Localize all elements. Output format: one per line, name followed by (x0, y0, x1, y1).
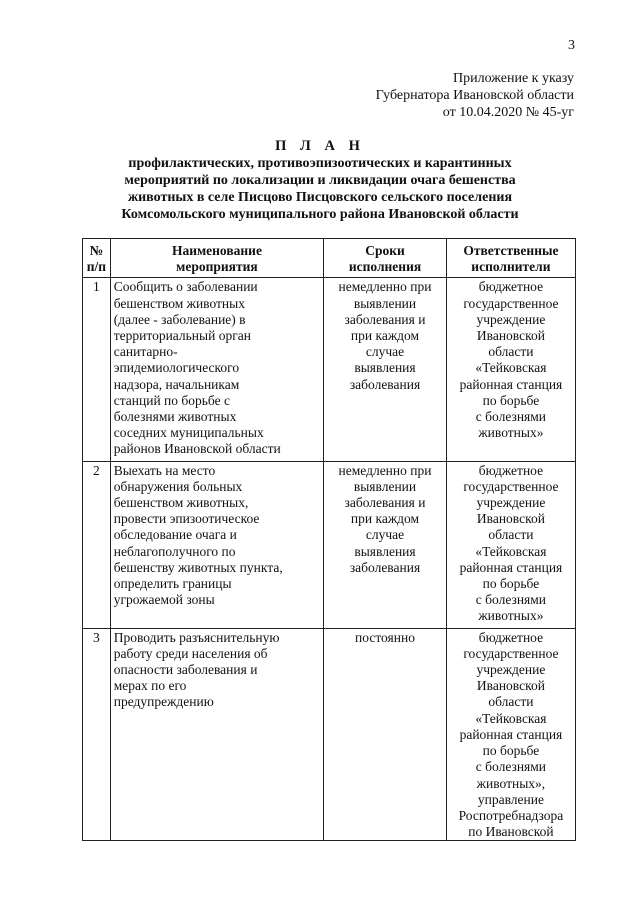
cell-term-line: постоянно (355, 629, 415, 645)
cell-name-line: обследование очага и (113, 527, 237, 543)
cell-responsible-line: животных» (478, 425, 544, 441)
cell-term-line: при каждом (350, 328, 420, 344)
subtitle-line: Комсомольского муниципального района Ивановской области (121, 207, 519, 222)
cell-responsible-line: районная станция (459, 559, 563, 575)
table-body (83, 278, 576, 841)
table-row (83, 278, 576, 461)
table-header-row (83, 239, 576, 278)
cell-name-line: бешенством животных, (113, 495, 249, 511)
appendix-block (376, 70, 574, 121)
plan-title: П Л А Н (275, 138, 365, 154)
cell-responsible-line: государственное (463, 295, 559, 311)
header-term (324, 239, 447, 278)
cell-name-line: надзора, начальникам (113, 376, 240, 392)
cell-name-line: Проводить разъяснительную (113, 629, 280, 645)
cell-responsible-line: учреждение (476, 662, 546, 678)
cell-responsible-line: бюджетное (478, 462, 544, 478)
cell-responsible-line: по борьбе (482, 576, 540, 592)
header-num-line-1: № (89, 243, 104, 258)
cell-name-line: бешенству животных пункта, (113, 559, 283, 575)
cell-name-line: районов Ивановской области (113, 441, 281, 457)
cell-num: 1 (83, 278, 111, 461)
cell-responsible-line: государственное (463, 478, 559, 494)
cell-name-line: санитарно- (113, 344, 178, 360)
header-num-line-2: п/п (86, 259, 107, 275)
cell-term-line: немедленно при (338, 279, 432, 295)
appendix-line-3: от 10.04.2020 № 45-уг (442, 105, 574, 120)
cell-responsible-line: Ивановской (476, 511, 545, 527)
cell-responsible-line: Ивановской (476, 678, 545, 694)
cell-term-line: немедленно при (338, 462, 432, 478)
cell-name-line: эпидемиологического (113, 360, 240, 376)
header-responsible-line-2: исполнители (471, 259, 551, 275)
cell-name-line: мерах по его (113, 678, 187, 694)
cell-responsible-line: государственное (463, 645, 559, 661)
cell-num: 3 (83, 628, 111, 841)
cell-term-line: при каждом (350, 511, 420, 527)
cell-term-line: случае (365, 527, 405, 543)
cell-term-line: заболевания и (344, 311, 426, 327)
appendix-line-1: Приложение к указу (453, 71, 574, 86)
table-row (83, 628, 576, 841)
cell-responsible-line: области (488, 527, 534, 543)
cell-responsible-line: «Тейковская (475, 360, 547, 376)
cell-responsible-line: с болезнями (475, 409, 547, 425)
header-name-line-2: мероприятия (176, 259, 258, 275)
cell-name-line: предупреждению (113, 694, 214, 710)
cell-term-line: выявлении (353, 478, 417, 494)
subtitle-line: мероприятий по локализации и ликвидации очага бешенства (124, 173, 516, 188)
cell-name-line: территориальный орган (113, 328, 251, 344)
cell-responsible-line: с болезнями (475, 592, 547, 608)
cell-responsible-line: учреждение (476, 495, 546, 511)
cell-term-line: заболевания (349, 376, 421, 392)
cell-term (324, 278, 447, 461)
cell-responsible-line: Роспотребнадзора (458, 807, 564, 823)
cell-responsible-line: области (488, 694, 534, 710)
cell-term-line: случае (365, 344, 405, 360)
cell-name (110, 278, 323, 461)
cell-name-line: Сообщить о заболевании (113, 279, 258, 295)
cell-responsible (446, 278, 575, 461)
cell-responsible-line: управление (477, 791, 544, 807)
cell-responsible-line: по Ивановской (468, 824, 554, 840)
cell-responsible-line: бюджетное (478, 629, 544, 645)
cell-term (324, 628, 447, 841)
cell-name-line: определить границы (113, 576, 232, 592)
cell-responsible-line: области (488, 344, 534, 360)
cell-num: 2 (83, 461, 111, 628)
cell-responsible-line: по борьбе (482, 392, 540, 408)
cell-responsible-line: с болезнями (475, 759, 547, 775)
plan-table (82, 238, 576, 841)
cell-term-line: выявления (354, 543, 416, 559)
cell-responsible-line: животных», (476, 775, 546, 791)
cell-name-line: обнаружения больных (113, 478, 243, 494)
cell-responsible-line: «Тейковская (475, 543, 547, 559)
cell-name-line: работу среди населения об (113, 645, 268, 661)
cell-name-line: провести эпизоотическое (113, 511, 260, 527)
header-term-line-1: Сроки (365, 243, 405, 258)
cell-responsible (446, 461, 575, 628)
subtitle-line: профилактических, противоэпизоотических и карантинных (128, 156, 512, 171)
cell-name-line: (далее - заболевание) в (113, 311, 246, 327)
cell-name (110, 628, 323, 841)
header-num (83, 239, 111, 278)
header-responsible (446, 239, 575, 278)
header-name (110, 239, 323, 278)
cell-name-line: опасности заболевания и (113, 662, 258, 678)
cell-name-line: станций по борьбе с (113, 392, 230, 408)
cell-responsible-line: учреждение (476, 311, 546, 327)
table-row (83, 461, 576, 628)
cell-responsible-line: по борьбе (482, 743, 540, 759)
cell-name (110, 461, 323, 628)
cell-name-line: бешенством животных (113, 295, 245, 311)
cell-name-line: соседних муниципальных (113, 425, 264, 441)
subtitle-line: животных в селе Писцово Писцовского сельского поселения (127, 190, 513, 205)
page-number: 3 (568, 38, 575, 53)
cell-term-line: заболевания (349, 559, 421, 575)
cell-responsible-line: бюджетное (478, 279, 544, 295)
cell-responsible (446, 628, 575, 841)
cell-responsible-line: районная станция (459, 726, 563, 742)
cell-term-line: выявления (354, 360, 416, 376)
cell-term-line: выявлении (353, 295, 417, 311)
appendix-line-2: Губернатора Ивановской области (375, 88, 574, 103)
cell-name-line: неблагополучного по (113, 543, 236, 559)
header-name-line-1: Наименование (171, 243, 262, 258)
cell-term-line: заболевания и (344, 495, 426, 511)
cell-responsible-line: Ивановской (476, 328, 545, 344)
header-responsible-line-1: Ответственные (463, 243, 559, 258)
cell-term (324, 461, 447, 628)
cell-name-line: Выехать на место (113, 462, 216, 478)
cell-responsible-line: районная станция (459, 376, 563, 392)
cell-name-line: болезнями животных (113, 409, 237, 425)
cell-responsible-line: животных» (478, 608, 544, 624)
header-term-line-2: исполнения (348, 259, 422, 275)
plan-subtitle (0, 155, 640, 223)
cell-responsible-line: «Тейковская (475, 710, 547, 726)
cell-name-line: угрожаемой зоны (113, 592, 215, 608)
